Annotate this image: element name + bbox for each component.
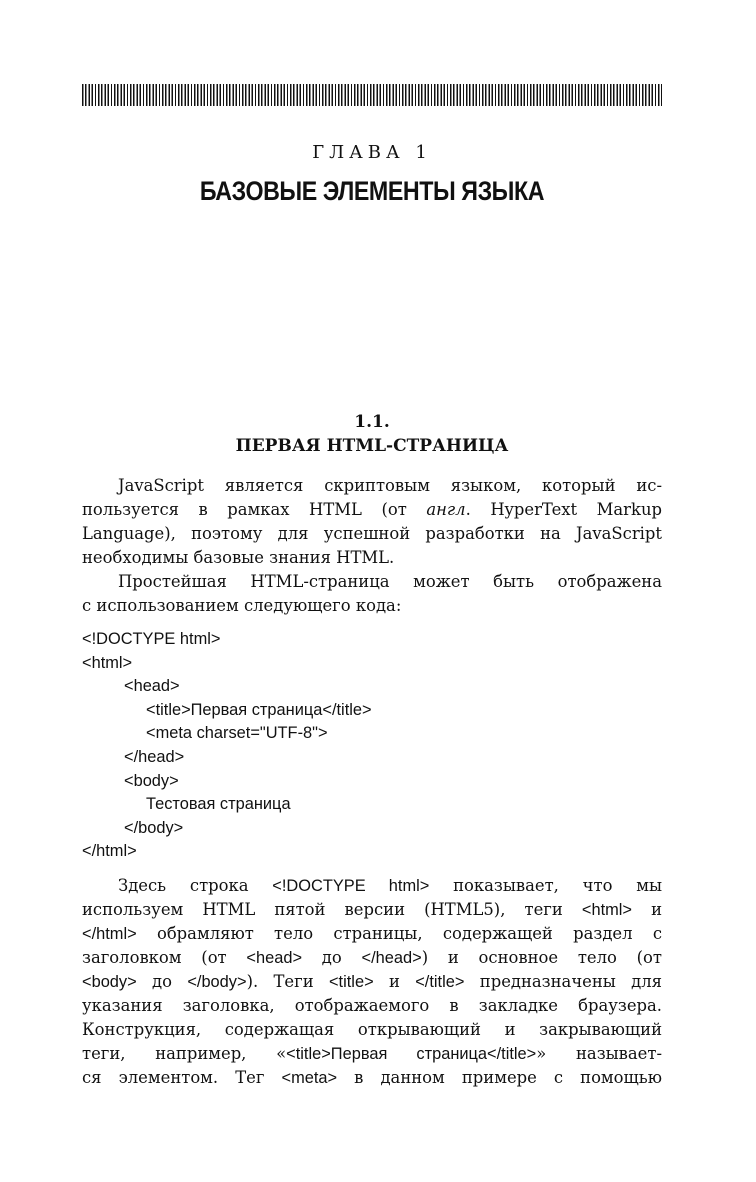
text-span: показывает, что мы <box>429 876 663 895</box>
text-span: заголовком (от <box>82 948 247 967</box>
text-line <box>82 1066 662 1090</box>
text-line: необходимы базовые знания HTML. <box>82 548 395 567</box>
text-span: до <box>136 972 188 991</box>
text-span: предназначены для <box>464 972 663 991</box>
book-page <box>82 0 662 1182</box>
paragraph-intro <box>82 474 662 570</box>
text-line: Language), поэтому для успешной разработки на JavaScript <box>82 524 662 543</box>
text-line: Простейшая HTML-страница может быть отображена <box>118 572 662 591</box>
section-number: 1.1. <box>354 412 390 432</box>
code-line: <head> <box>124 677 180 696</box>
inline-code: <head> <box>246 949 303 967</box>
code-line: <body> <box>124 771 179 790</box>
code-line: </html> <box>82 842 137 861</box>
code-line: <!DOCTYPE html> <box>82 630 221 648</box>
text-line <box>82 946 662 970</box>
text-span: в данном примере с помощью <box>337 1068 662 1087</box>
text-line <box>82 898 662 922</box>
inline-code: <!DOCTYPE html> <box>272 877 430 895</box>
text-span: ся элементом. Тег <box>82 1068 282 1087</box>
text-line <box>82 874 662 898</box>
text-span: используем HTML пятой версии (HTML5), теги <box>82 900 582 919</box>
code-line: </head> <box>124 747 185 766</box>
inline-code: </head> <box>361 949 422 967</box>
code-line: </body> <box>124 818 184 837</box>
inline-code: </body> <box>187 973 247 991</box>
text-line: указания заголовка, отображаемого в закладке браузера. <box>82 996 662 1015</box>
text-line <box>82 498 662 522</box>
code-line: Тестовая страница <box>146 795 291 814</box>
text-span: ) и основное тело (от <box>421 948 662 967</box>
text-line <box>82 1042 662 1066</box>
text-span: » называет- <box>536 1044 662 1063</box>
text-span: обрамляют тело страницы, содержащей раздел с <box>136 924 662 943</box>
inline-code: </title> <box>415 973 465 991</box>
text-line: с использованием следующего кода: <box>82 596 402 615</box>
text-span: и <box>373 972 416 991</box>
text-span: . HyperText Markup <box>465 500 662 519</box>
code-line: <meta charset="UTF-8"> <box>146 724 328 743</box>
chapter-title: БАЗОВЫЕ ЭЛЕМЕНТЫ ЯЗЫКА <box>199 176 545 206</box>
text-span: теги, например, « <box>82 1044 287 1063</box>
code-listing <box>82 628 662 864</box>
text-span: и <box>631 900 662 919</box>
text-span: до <box>302 948 362 967</box>
text-line: Конструкция, содержащая открывающий и закрывающий <box>82 1020 662 1039</box>
inline-code: <body> <box>82 973 137 991</box>
paragraph-explanation <box>82 874 662 1090</box>
text-line <box>82 922 662 946</box>
italic-text: англ <box>426 500 466 519</box>
inline-code: <html> <box>581 901 632 919</box>
inline-code: </html> <box>82 925 137 943</box>
text-span: Здесь строка <box>118 876 273 895</box>
code-line: <html> <box>82 653 133 672</box>
text-span: пользуется в рамках HTML (от <box>82 500 427 519</box>
inline-code: <title>Первая страница</title> <box>286 1045 537 1063</box>
text-line <box>82 970 662 994</box>
code-line: <title>Первая страница</title> <box>146 700 372 719</box>
section-title: ПЕРВАЯ HTML-СТРАНИЦА <box>235 436 509 456</box>
paragraph-simple-page <box>82 570 662 618</box>
inline-code: <meta> <box>281 1069 338 1087</box>
chapter-label: ГЛАВА 1 <box>312 142 432 163</box>
text-line: JavaScript является скриптовым языком, который ис- <box>118 476 662 495</box>
inline-code: <title> <box>328 973 374 991</box>
text-span: ). Теги <box>246 972 329 991</box>
decorative-header-rule <box>82 84 662 106</box>
